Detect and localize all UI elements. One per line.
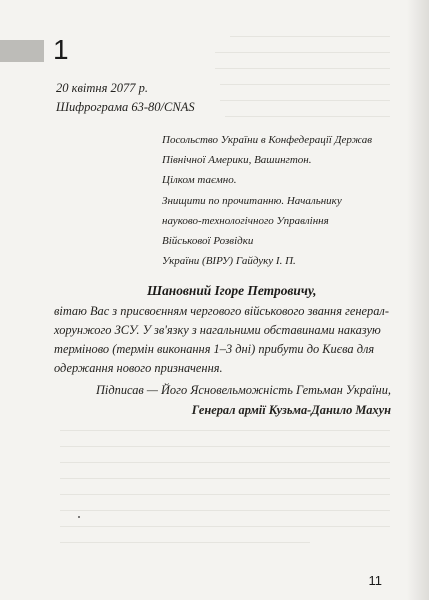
show-through-line xyxy=(60,526,390,527)
show-through-line xyxy=(60,510,390,511)
body-line: хорунжого ЗСУ. У зв'язку з нагальними обставинами наказую xyxy=(54,322,381,337)
letter-signoff xyxy=(96,380,391,420)
show-through-line xyxy=(60,446,390,447)
body-line: одержання нового призначення. xyxy=(54,360,223,375)
signed-by-line: Підписав — Його Ясновельможність Гетьман України, xyxy=(95,383,391,397)
show-through-line xyxy=(220,84,390,85)
show-through-line xyxy=(60,462,390,463)
show-through-line xyxy=(220,100,390,101)
show-through-line xyxy=(60,542,310,543)
show-through-line xyxy=(215,68,390,69)
addressee-line: Північної Америки, Вашингтон. xyxy=(162,154,312,167)
signatory-name: Генерал армії Кузьма-Данило Махун xyxy=(191,403,391,417)
show-through-line xyxy=(230,36,390,37)
chapter-marker-bar xyxy=(0,40,44,62)
letter-salutation: Шановний Ігоре Петровичу, xyxy=(147,283,317,298)
addressee-line: Цілком таємно. xyxy=(162,174,237,187)
addressee-line: науково-технологічного Управління xyxy=(162,214,329,227)
show-through-line xyxy=(225,116,390,117)
body-line: вітаю Вас з присвоєнням чергового військового звання генерал- xyxy=(54,304,389,318)
ink-speck xyxy=(78,516,80,518)
show-through-line xyxy=(60,478,390,479)
addressee-line: України (ВІРУ) Гайдуку І. П. xyxy=(162,255,296,268)
show-through-line xyxy=(60,494,390,495)
addressee-line: Знищити по прочитанню. Начальнику xyxy=(162,194,342,207)
show-through-line xyxy=(60,430,390,431)
page-gutter-shadow xyxy=(407,0,429,600)
addressee-line: Військової Розвідки xyxy=(162,235,254,248)
show-through-line xyxy=(215,52,390,53)
page-number: 11 xyxy=(368,573,382,588)
letter-date: 20 квітня 2077 р. xyxy=(56,81,149,95)
addressee-block xyxy=(162,130,392,271)
body-line: терміново (термін виконання 1–3 дні) прибути до Києва для xyxy=(54,341,375,356)
addressee-line: Посольство України в Конфедерації Держав xyxy=(162,134,373,146)
letter-body xyxy=(54,302,388,378)
cipher-reference: Шифрограма 63-80/CNAS xyxy=(56,100,195,114)
letter-header xyxy=(56,79,195,117)
chapter-number: 1 xyxy=(53,34,69,65)
